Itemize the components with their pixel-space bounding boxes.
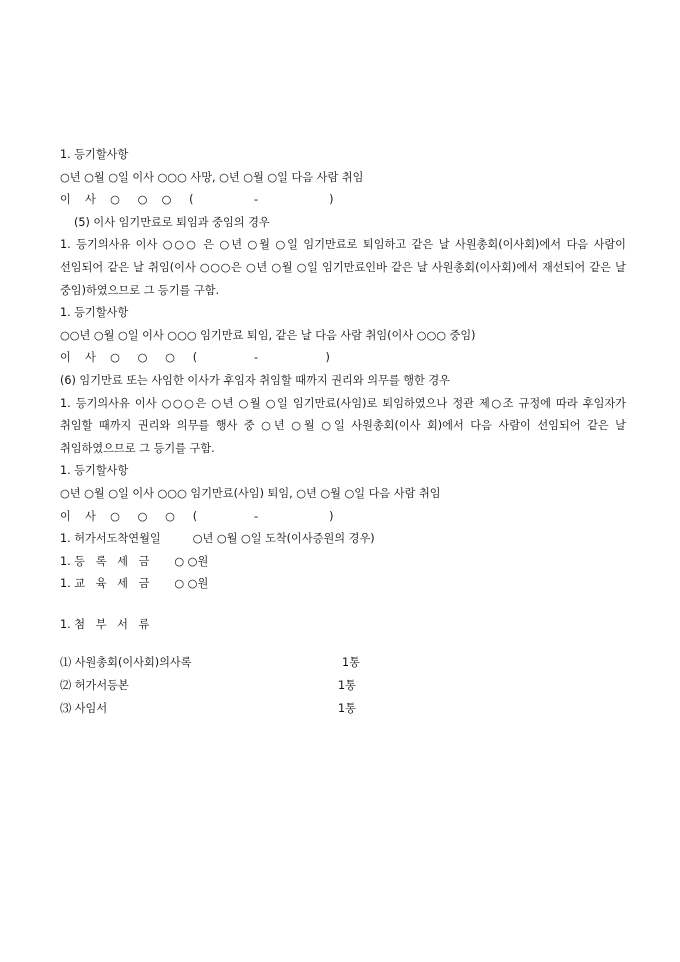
registration-line: ○년 ○월 ○일 이사 ○○○ 사망, ○년 ○월 ○일 다음 사람 취임 [60, 170, 364, 184]
education-tax: 1. 교 육 세 금 ○ ○원 [60, 577, 209, 591]
director-line: 이 사 ○ ○ ○ ( - ) [60, 351, 330, 365]
section-5-title: (5) 이사 임기만료로 퇴임과 중임의 경우 [74, 215, 270, 229]
director-line: 이 사 ○ ○ ○ ( - ) [60, 509, 334, 523]
attachments-heading: 1. 첨 부 서 류 [60, 617, 150, 631]
attachment-count: 1통 [338, 701, 356, 715]
registration-heading: 1. 등기할사항 [60, 464, 129, 478]
document-body [60, 144, 626, 720]
section-6-title: (6) 임기만료 또는 사임한 이사가 후임자 취임할 때까지 권리와 의무를 행한 경우 [60, 373, 450, 387]
registration-heading: 1. 등기할사항 [60, 148, 129, 161]
attachment-count: 1통 [338, 679, 356, 693]
registration-line: ○년 ○월 ○일 이사 ○○○ 임기만료(사임) 퇴임, ○년 ○월 ○일 다음 사람 취임 [60, 486, 441, 500]
attachment-item [60, 652, 626, 675]
registration-heading: 1. 등기할사항 [60, 306, 129, 320]
attachment-name: ⑶ 사임서 [60, 701, 108, 715]
registration-tax: 1. 등 록 세 금 ○ ○원 [60, 554, 209, 568]
attachment-item [60, 675, 626, 698]
attachment-count: 1통 [342, 656, 360, 670]
permit-arrival-date: 1. 허가서도착연월일 ○년 ○월 ○일 도착(이사증원의 경우) [60, 532, 375, 546]
director-line: 이 사 ○ ○ ○ ( - ) [60, 193, 334, 207]
section-6-reason: 1. 등기의사유 이사 ○○○은 ○년 ○월 ○일 임기만료(사임)로 퇴임하였으나 정관 제○조 규정에 따라 후임자가 취임할 때까지 권리와 의무를 행사 중 ○년 ○월 ○일 사원총회(이사 회)에서 다음 사람이 선임되어 같은 날 취임하였으므로 그 등기를 구함. [60, 396, 626, 455]
registration-line: ○○년 ○월 ○일 이사 ○○○ 임기만료 퇴임, 같은 날 다음 사람 취임(이사 ○○○ 중임) [60, 328, 476, 342]
spacer [60, 596, 626, 614]
attachment-name: ⑴ 사원총회(이사회)의사록 [60, 656, 192, 670]
spacer [60, 636, 626, 652]
attachment-name: ⑵ 허가서등본 [60, 679, 129, 693]
section-5-reason: 1. 등기의사유 이사 ○○○ 은 ○년 ○월 ○일 임기만료로 퇴임하고 같은 날 사원총회(이사회)에서 다음 사람이 선임되어 같은 날 취임(이사 ○○○은 ○년 ○월 ○일 임기만료인바 같은 날 사원총회(이사회)에서 재선되어 같은 날 중임)하였으므로 그 등기를 구함. [60, 238, 626, 297]
attachment-item [60, 698, 626, 721]
